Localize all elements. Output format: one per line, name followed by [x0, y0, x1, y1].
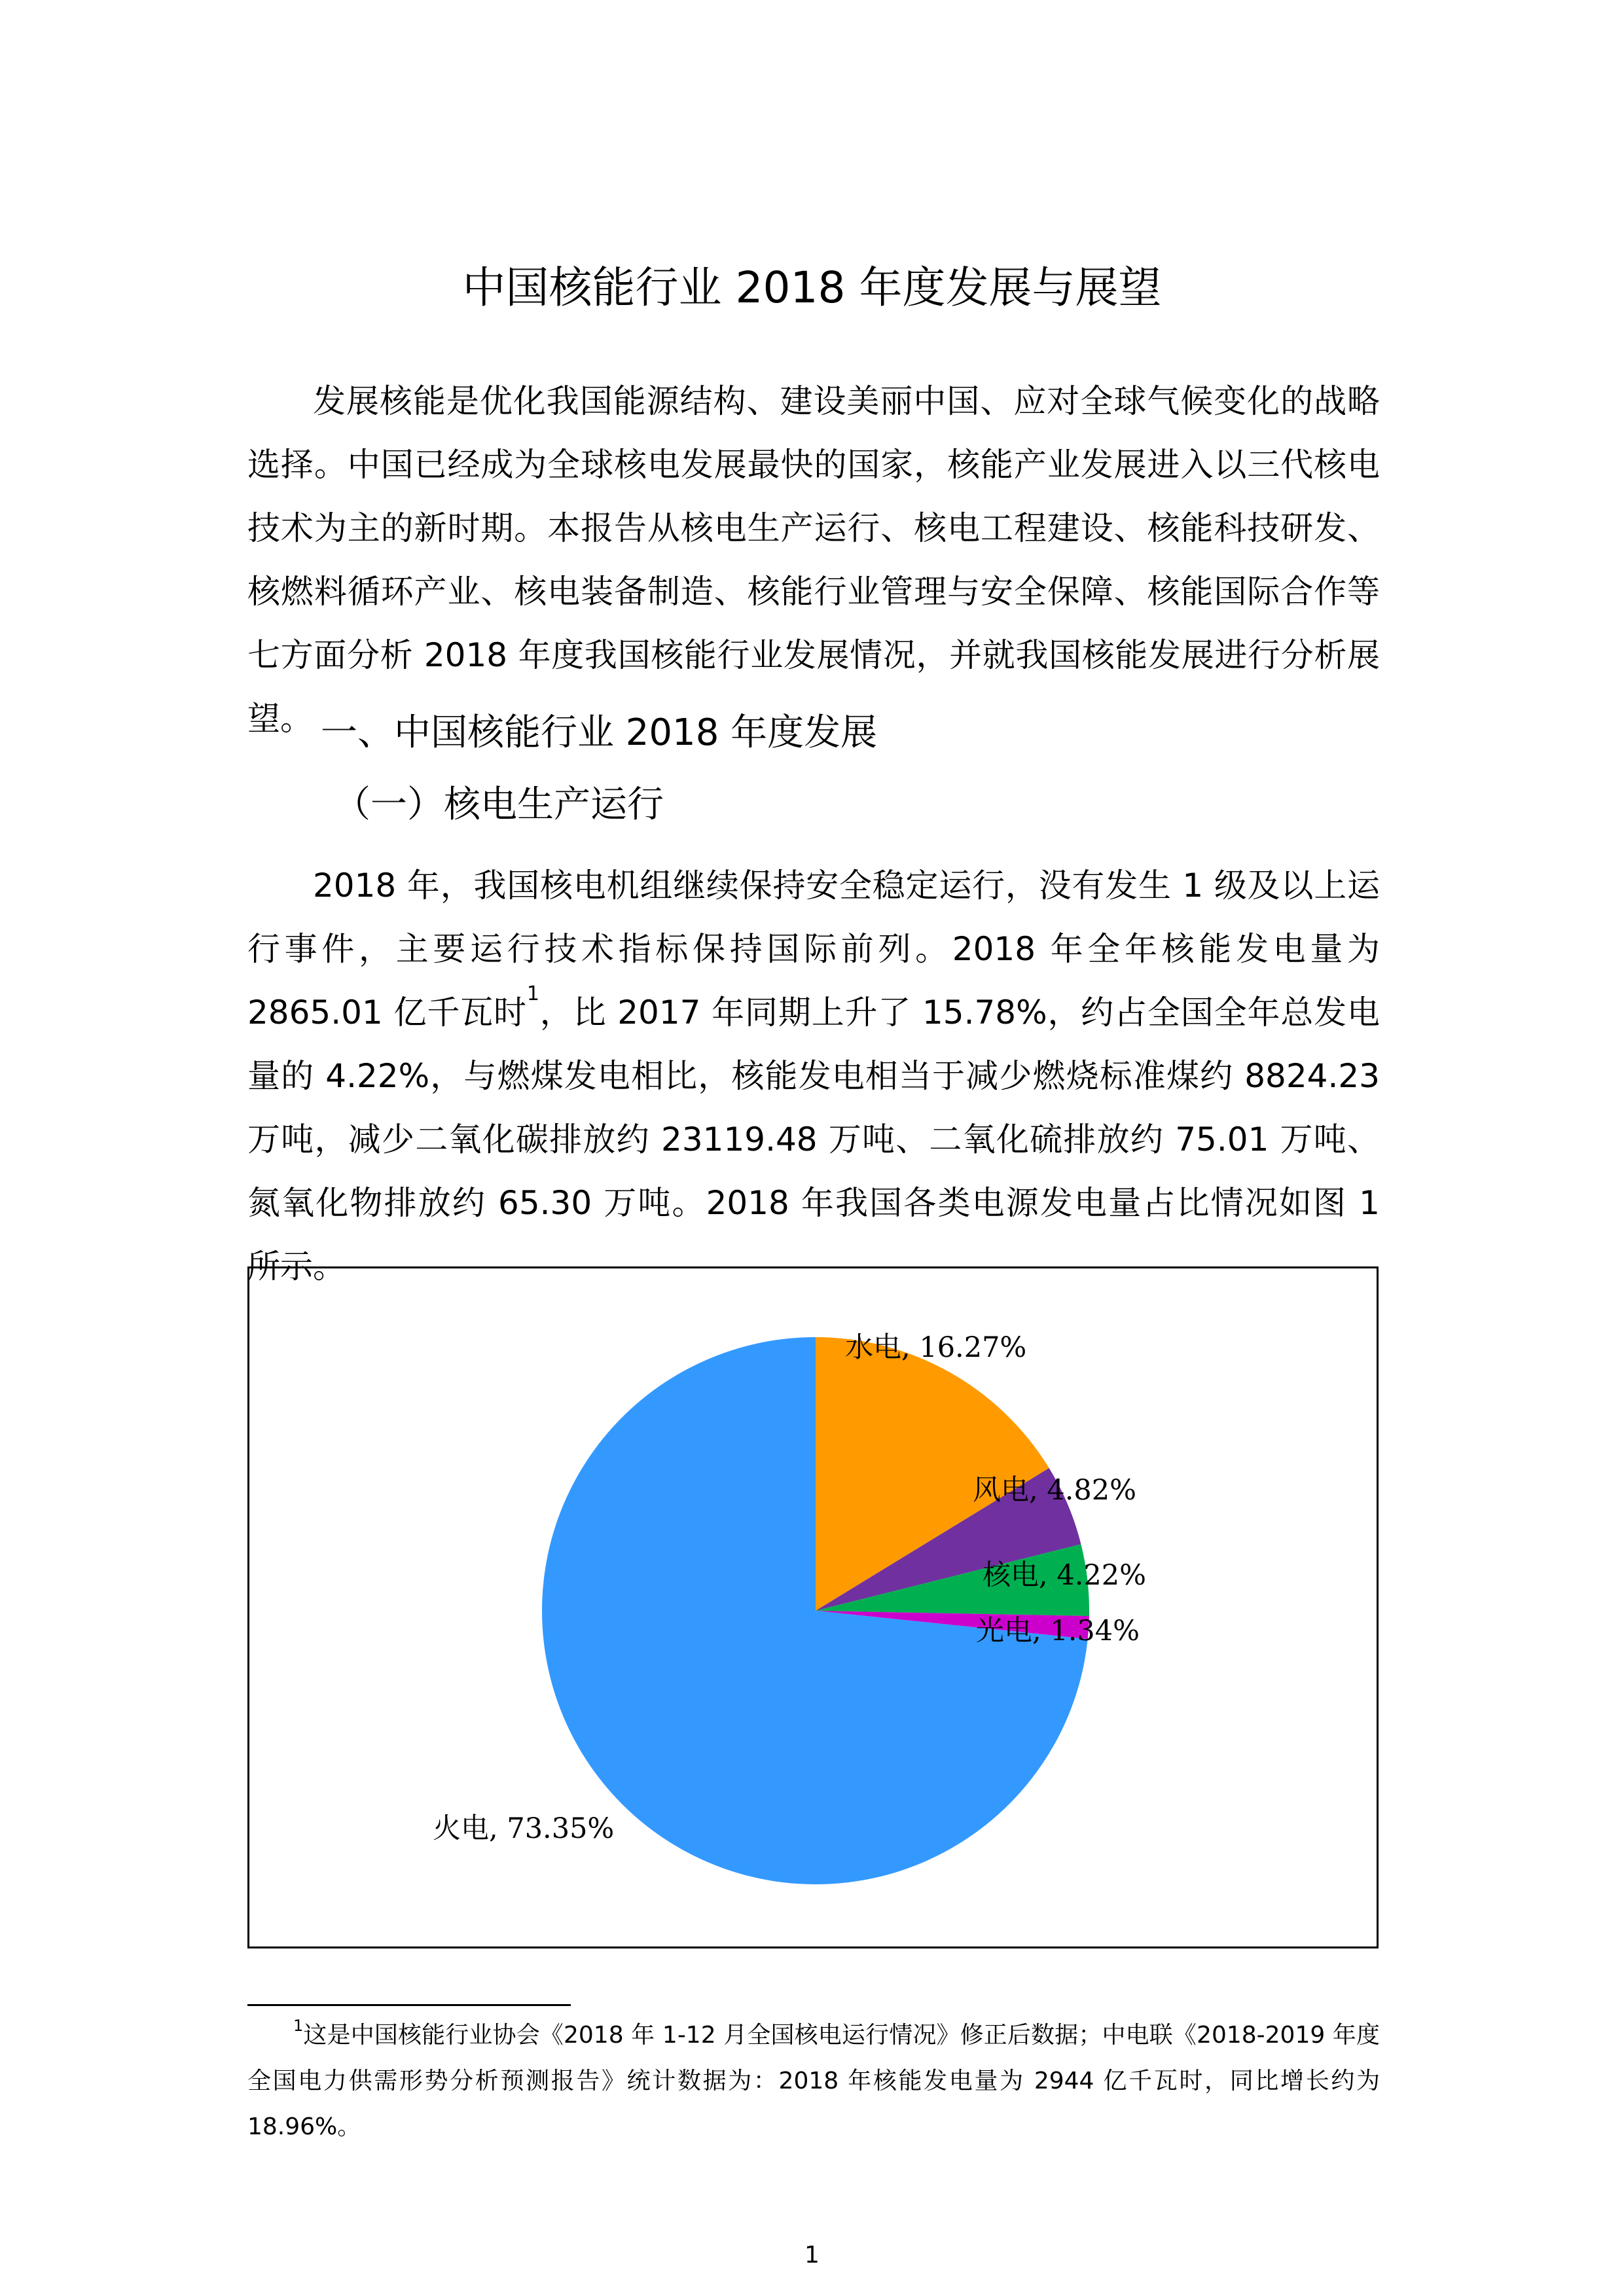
figure-1-pie-chart: [247, 1266, 1379, 1948]
footnote-reference[interactable]: 1: [526, 982, 539, 1005]
pie-label-nuclear: 核电, 4.22%: [983, 1559, 1146, 1592]
intro-paragraph: 发展核能是优化我国能源结构、建设美丽中国、应对全球气候变化的战略选择。中国已经成为全球核电发展最快的国家，核能产业发展进入以三代核电技术为主的新时期。本报告从核电生产运行、核电工程建设、核能科技研发、核燃料循环产业、核电装备制造、核能行业管理与安全保障、核能国际合作等七方面分析 2018 年度我国核能行业发展情况，并就我国核能发展进行分析展望。: [247, 382, 1380, 738]
production-text-part1: 2018 年，我国核电机组继续保持安全稳定运行，没有发生 1 级及以上运行事件，主要运行技术指标保持国际前列。2018 年全年核能发电量为 2865.01 亿千瓦时: [247, 867, 1380, 1031]
page-number: 1: [804, 2242, 820, 2269]
pie-label-wind: 风电, 4.82%: [973, 1474, 1136, 1507]
pie-label-hydro: 水电, 16.27%: [845, 1331, 1027, 1364]
production-paragraph: [247, 854, 1380, 1299]
document-title: 中国核能行业 2018 年度发展与展望: [462, 262, 1162, 313]
footnote: [247, 2013, 1380, 2150]
pie-label-thermal: 火电, 73.35%: [433, 1812, 615, 1845]
pie-label-solar: 光电, 1.34%: [976, 1615, 1140, 1647]
footnote-text: 这是中国核能行业协会《2018 年 1-12 月全国核电运行情况》修正后数据；中电联《2018-2019 年度全国电力供需形势分析预测报告》统计数据为：2018 年核能发电量为 2944 亿千瓦时，同比增长约为 18.96%。: [247, 2022, 1380, 2140]
footnote-divider: [247, 2004, 571, 2006]
pie-chart-svg: [249, 1268, 1377, 1946]
section-heading: 一、中国核能行业 2018 年度发展: [321, 711, 878, 754]
subsection-heading: （一）核电生产运行: [334, 783, 664, 826]
production-text-part2: ，比 2017 年同期上升了 15.78%，约占全国全年总发电量的 4.22%，与燃煤发电相比，核能发电相当于减少燃烧标准煤约 8824.23 万吨，减少二氧化碳排放约 23119.48 万吨、二氧化硫排放约 75.01 万吨、氮氧化物排放约 65.30 万吨。2018 年我国各类电源发电量占比情况如图 1 所示。: [247, 994, 1380, 1285]
footnote-number: 1: [293, 2017, 304, 2035]
